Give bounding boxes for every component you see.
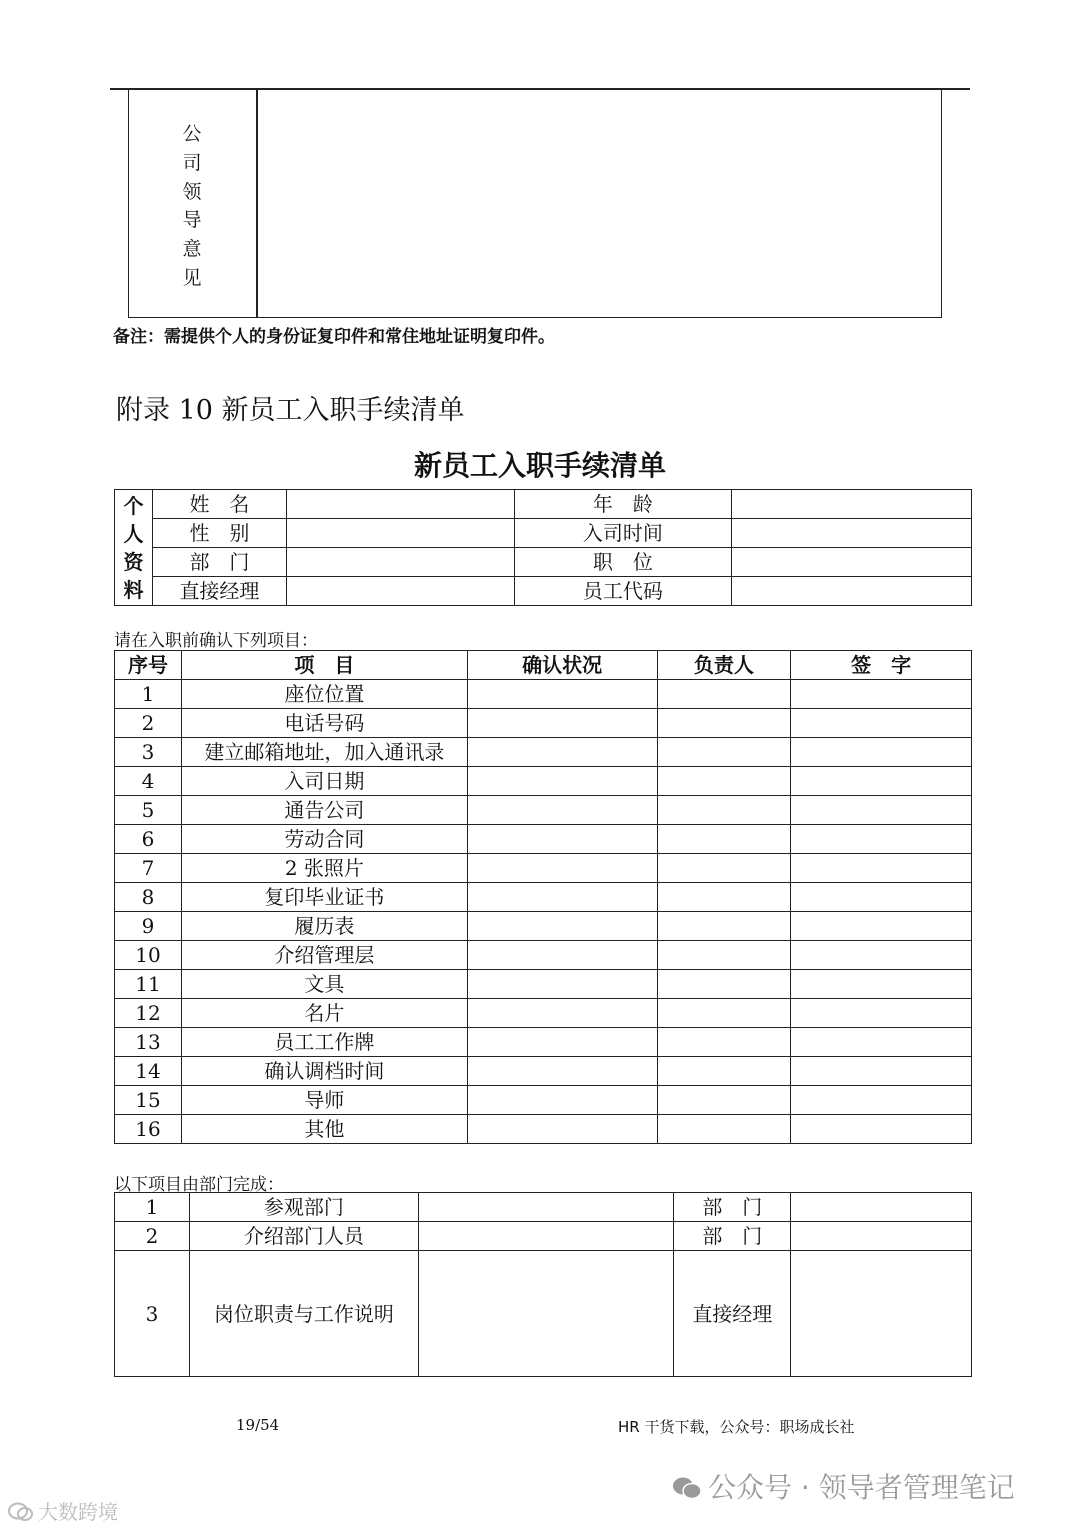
row-item: 履历表 [181,912,467,941]
opinion-label: 公司领导意见 [182,123,202,289]
col-header: 项 目 [181,651,467,680]
department-table [114,1192,972,1377]
owner-cell[interactable] [657,999,791,1028]
personal-label: 姓 名 [152,490,286,519]
row-item: 建立邮箱地址，加入通讯录 [181,738,467,767]
row-number: 1 [115,680,182,709]
col-header: 负责人 [657,651,791,680]
row-item: 员工工作牌 [181,1028,467,1057]
table-row [115,941,972,970]
department-intro: 以下项目由部门完成： [114,1175,284,1195]
page-number: 19/54 [236,1416,280,1434]
watermark-right [672,1466,1015,1506]
row-number: 8 [115,883,182,912]
status-cell[interactable] [467,1028,657,1057]
owner-cell[interactable] [657,709,791,738]
table-row [115,854,972,883]
table-row [115,709,972,738]
owner-cell[interactable] [657,796,791,825]
table-row [115,825,972,854]
row-item: 其他 [181,1115,467,1144]
row-item: 导师 [181,1086,467,1115]
table-row [115,999,972,1028]
owner-cell[interactable] [657,1028,791,1057]
chat-bubble-icon [8,1502,34,1522]
form-title: 新员工入职手续清单 [413,449,666,482]
opinion-divider [256,90,258,318]
status-cell[interactable] [467,970,657,999]
row-number: 14 [115,1057,182,1086]
status-cell[interactable] [467,680,657,709]
personal-value-cell[interactable] [732,548,972,577]
owner-cell[interactable] [657,854,791,883]
dept-row-owner: 直接经理 [674,1251,791,1377]
row-item: 介绍管理层 [181,941,467,970]
table-row [115,912,972,941]
dept-row-owner: 部 门 [674,1222,791,1251]
appendix-title: 附录 10 新员工入职手续清单 [116,395,465,426]
table-row [115,796,972,825]
personal-value-cell[interactable] [286,577,514,606]
status-cell[interactable] [467,1115,657,1144]
opinion-box [128,90,942,318]
col-header: 确认状况 [467,651,657,680]
table-row [115,883,972,912]
watermark-left [8,1496,118,1525]
sign-cell[interactable] [791,941,972,970]
row-number: 16 [115,1115,182,1144]
table-row [115,767,972,796]
dept-row-item: 岗位职责与工作说明 [189,1251,418,1377]
row-number: 3 [115,738,182,767]
dept-sign-cell[interactable] [791,1251,972,1377]
row-item: 名片 [181,999,467,1028]
sign-cell[interactable] [791,883,972,912]
col-header: 签 字 [791,651,972,680]
personal-label: 员工代码 [514,577,732,606]
owner-cell[interactable] [657,941,791,970]
table-row [115,1086,972,1115]
row-item: 电话号码 [181,709,467,738]
owner-cell[interactable] [657,883,791,912]
row-number: 2 [115,709,182,738]
owner-cell[interactable] [657,912,791,941]
status-cell[interactable] [467,883,657,912]
col-header: 序号 [115,651,182,680]
row-item: 2 张照片 [181,854,467,883]
dept-status-cell[interactable] [418,1193,674,1222]
sign-cell[interactable] [791,970,972,999]
row-item: 通告公司 [181,796,467,825]
row-number: 13 [115,1028,182,1057]
personal-value-cell[interactable] [286,548,514,577]
sign-cell[interactable] [791,796,972,825]
owner-cell[interactable] [657,1086,791,1115]
owner-cell[interactable] [657,825,791,854]
status-cell[interactable] [467,767,657,796]
sign-cell[interactable] [791,767,972,796]
row-item: 入司日期 [181,767,467,796]
row-item: 复印毕业证书 [181,883,467,912]
dept-row-item: 介绍部门人员 [189,1222,418,1251]
dept-row-number: 3 [115,1251,190,1377]
personal-info-table [114,489,972,606]
personal-value-cell[interactable] [286,519,514,548]
watermark-right-text: 公众号 · 领导者管理笔记 [708,1471,1015,1504]
table-row [115,1057,972,1086]
owner-cell[interactable] [657,767,791,796]
personal-label: 部 门 [152,548,286,577]
row-number: 9 [115,912,182,941]
row-number: 11 [115,970,182,999]
sign-cell[interactable] [791,709,972,738]
row-number: 6 [115,825,182,854]
table-row [115,970,972,999]
row-number: 7 [115,854,182,883]
row-item: 文具 [181,970,467,999]
status-cell[interactable] [467,738,657,767]
personal-label: 直接经理 [152,577,286,606]
personal-value-cell[interactable] [732,577,972,606]
owner-cell[interactable] [657,738,791,767]
owner-cell[interactable] [657,1057,791,1086]
personal-label: 年 龄 [514,490,732,519]
status-cell[interactable] [467,1057,657,1086]
owner-cell[interactable] [657,970,791,999]
dept-status-cell[interactable] [418,1251,674,1377]
row-number: 5 [115,796,182,825]
dept-row-item: 参观部门 [189,1193,418,1222]
row-number: 12 [115,999,182,1028]
sign-cell[interactable] [791,1086,972,1115]
sign-cell[interactable] [791,738,972,767]
status-cell[interactable] [467,941,657,970]
dept-sign-cell[interactable] [791,1193,972,1222]
table-row [115,1028,972,1057]
owner-cell[interactable] [657,680,791,709]
dept-row-owner: 部 门 [674,1193,791,1222]
footer-source: HR 干货下载，公众号：职场成长社 [618,1418,855,1436]
sign-cell[interactable] [791,1115,972,1144]
sign-cell[interactable] [791,680,972,709]
row-number: 4 [115,767,182,796]
row-item: 座位位置 [181,680,467,709]
personal-label: 性 别 [152,519,286,548]
personal-group-label: 个人资料 [115,490,153,606]
sign-cell[interactable] [791,912,972,941]
sign-cell[interactable] [791,999,972,1028]
status-cell[interactable] [467,854,657,883]
note-text: 备注：需提供个人的身份证复印件和常住地址证明复印件。 [113,327,555,347]
owner-cell[interactable] [657,1115,791,1144]
personal-value-cell[interactable] [286,490,514,519]
table-row [115,738,972,767]
sign-cell[interactable] [791,825,972,854]
dept-status-cell[interactable] [418,1222,674,1251]
row-number: 15 [115,1086,182,1115]
wechat-icon [672,1474,702,1498]
personal-label: 入司时间 [514,519,732,548]
personal-value-cell[interactable] [732,490,972,519]
sign-cell[interactable] [791,1057,972,1086]
dept-sign-cell[interactable] [791,1222,972,1251]
dept-row-number: 2 [115,1222,190,1251]
watermark-left-text: 大数跨境 [38,1500,118,1524]
sign-cell[interactable] [791,1028,972,1057]
status-cell[interactable] [467,912,657,941]
status-cell[interactable] [467,999,657,1028]
row-item: 劳动合同 [181,825,467,854]
personal-label: 职 位 [514,548,732,577]
checklist-table [114,650,972,1144]
table-row [115,680,972,709]
status-cell[interactable] [467,796,657,825]
sign-cell[interactable] [791,854,972,883]
status-cell[interactable] [467,709,657,738]
dept-row-number: 1 [115,1193,190,1222]
checklist-intro: 请在入职前确认下列项目： [114,631,318,651]
status-cell[interactable] [467,1086,657,1115]
status-cell[interactable] [467,825,657,854]
personal-value-cell[interactable] [732,519,972,548]
row-item: 确认调档时间 [181,1057,467,1086]
table-row [115,1115,972,1144]
row-number: 10 [115,941,182,970]
